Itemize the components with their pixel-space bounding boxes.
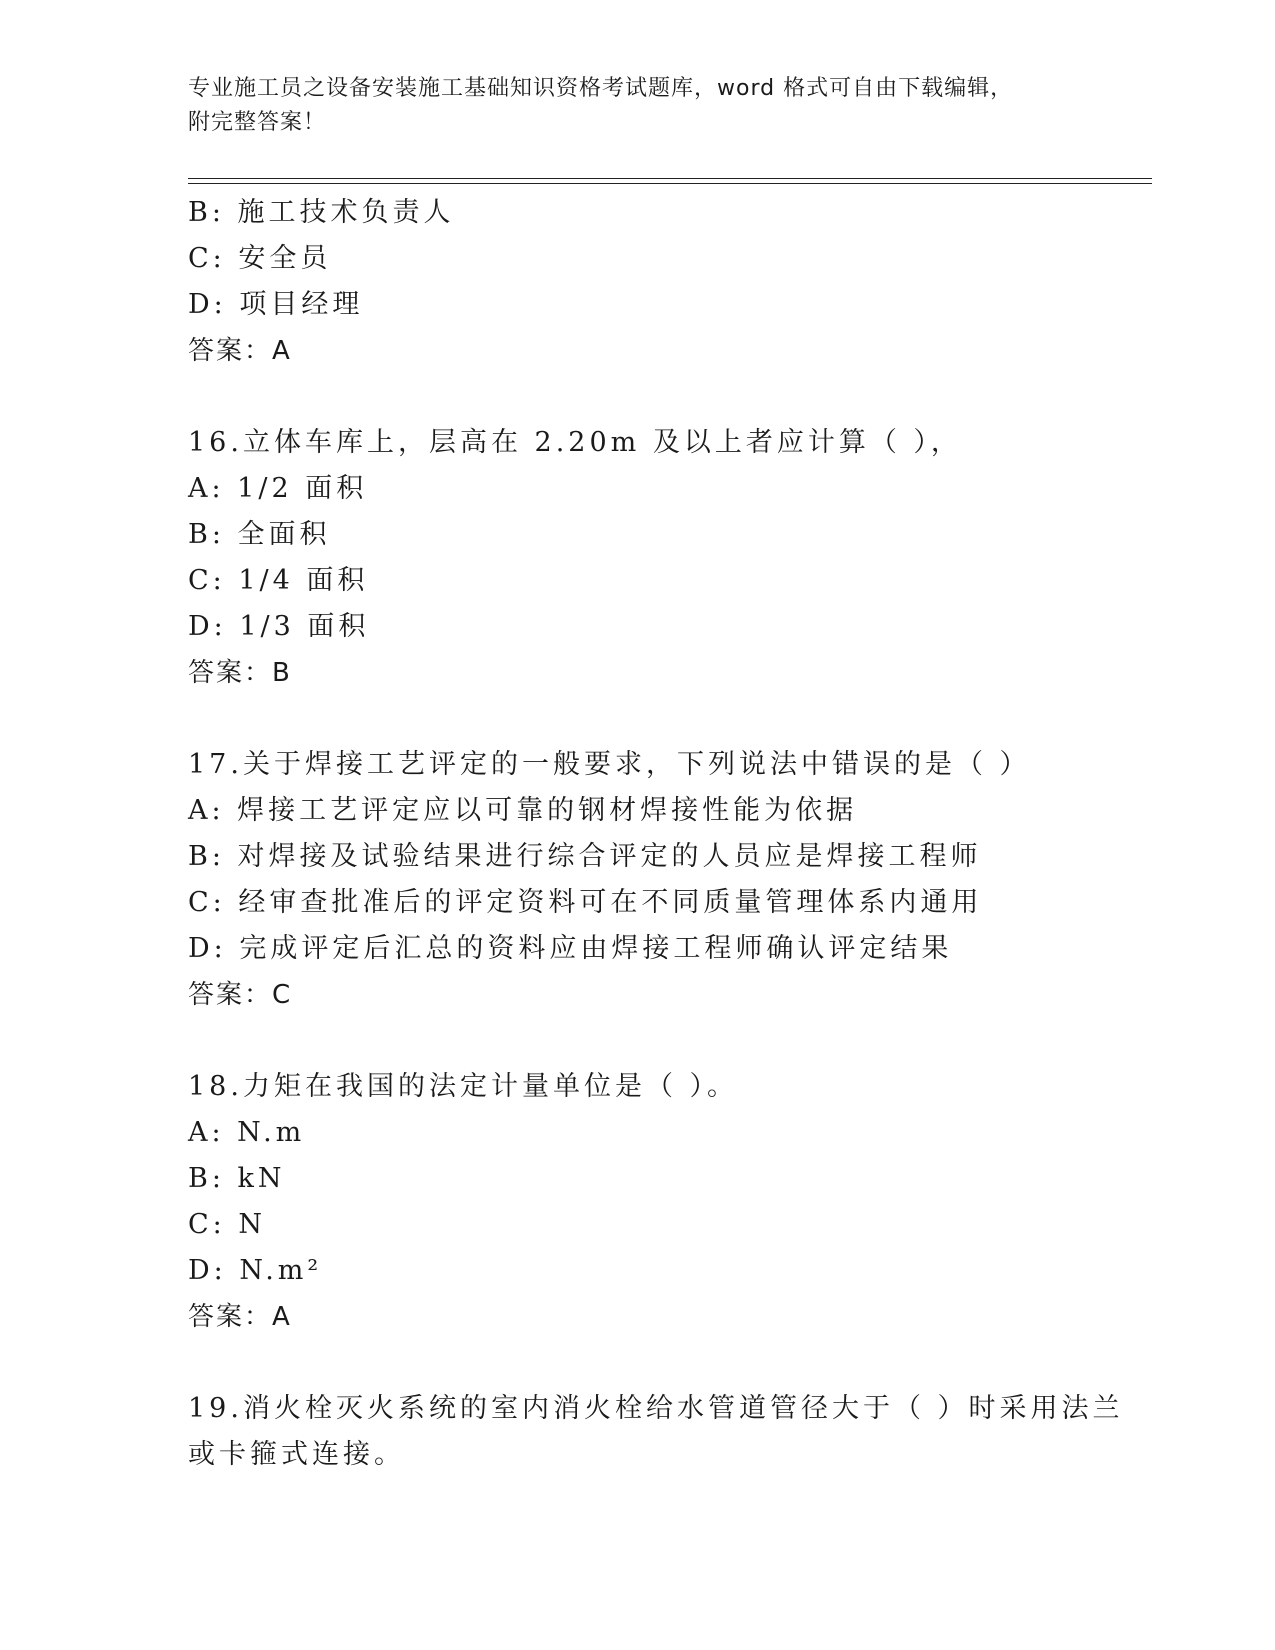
question-list [188, 190, 1124, 1478]
option-c: C: 经审查批准后的评定资料可在不同质量管理体系内通用 [188, 887, 983, 918]
header-rule-bottom [188, 183, 1152, 184]
question-title: 17.关于焊接工艺评定的一般要求，下列说法中错误的是（ ） [188, 749, 1031, 780]
header-line-1: 专业施工员之设备安装施工基础知识资格考试题库，word 格式可自由下载编辑， [188, 76, 1014, 101]
option-b: B: kN [188, 1163, 286, 1194]
question-title: 18.力矩在我国的法定计量单位是（ ）。 [188, 1071, 739, 1102]
option-d: D: 1/3 面积 [188, 611, 370, 642]
answer: 答案：A [188, 1302, 292, 1332]
option-b: B: 对焊接及试验结果进行综合评定的人员应是焊接工程师 [188, 841, 982, 872]
answer: 答案：A [188, 336, 292, 366]
header-rule-top [188, 178, 1152, 179]
option-b: B: 施工技术负责人 [188, 197, 455, 228]
answer: 答案：B [188, 658, 292, 688]
option-d: D: 项目经理 [188, 289, 364, 320]
answer: 答案：C [188, 980, 293, 1010]
option-a: A: 1/2 面积 [188, 473, 368, 504]
option-c: C: 安全员 [188, 243, 332, 274]
spacer [188, 696, 1088, 742]
option-a: A: N.m [188, 1117, 306, 1148]
spacer [188, 374, 1088, 420]
option-d: D: 完成评定后汇总的资料应由焊接工程师确认评定结果 [188, 933, 953, 964]
question-title-line-1: 19.消火栓灭火系统的室内消火栓给水管道管径大于（ ）时采用法兰 [188, 1393, 1124, 1424]
option-c: C: N [188, 1209, 266, 1240]
option-c: C: 1/4 面积 [188, 565, 369, 596]
question-15-tail [188, 190, 1088, 374]
spacer [188, 1340, 1088, 1386]
document-header [188, 72, 1068, 140]
question-17 [188, 742, 1088, 1018]
question-19 [188, 1386, 1124, 1478]
question-16 [188, 420, 1088, 696]
question-title: 16.立体车库上，层高在 2.20m 及以上者应计算（ ）， [188, 427, 962, 458]
option-a: A: 焊接工艺评定应以可靠的钢材焊接性能为依据 [188, 795, 858, 826]
question-18 [188, 1064, 1088, 1340]
spacer [188, 1018, 1088, 1064]
option-d: D: N.m² [188, 1255, 323, 1286]
question-title-line-2: 或卡箍式连接。 [188, 1439, 405, 1470]
header-line-2: 附完整答案！ [188, 110, 327, 135]
option-b: B: 全面积 [188, 519, 331, 550]
